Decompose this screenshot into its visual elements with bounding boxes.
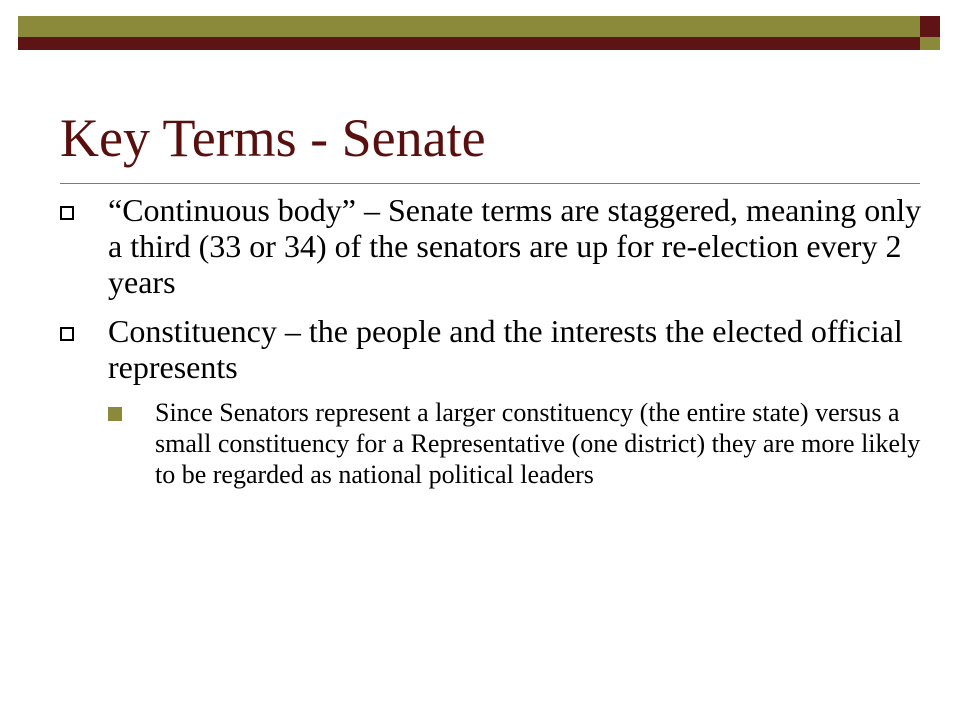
sub-bullet-item: [108, 397, 922, 490]
hollow-square-bullet-icon: [60, 327, 74, 341]
bullet-item-continuous-body: [60, 192, 922, 300]
title-underline: [60, 183, 920, 184]
slide-title: Key Terms - Senate: [60, 108, 486, 168]
corner-maroon-block: [920, 16, 940, 37]
hollow-square-bullet-icon: [60, 206, 74, 220]
bullet-list: [60, 192, 922, 503]
header-maroon-bar: [18, 37, 920, 50]
header-olive-bar: [18, 16, 920, 37]
sub-bullet-list: [108, 397, 922, 490]
sub-bullet-text: Since Senators represent a larger constituency (the entire state) versus a small constituency for a Representative (one district) they are more likely to be regarded as national political leaders: [155, 398, 921, 489]
bullet-item-constituency: [60, 313, 922, 490]
bullet-text: Constituency – the people and the interests the elected official represents: [108, 313, 903, 385]
bullet-text: “Continuous body” – Senate terms are staggered, meaning only a third (33 or 34) of the senators are up for re-election every 2 years: [108, 192, 922, 300]
corner-olive-block: [920, 37, 940, 50]
filled-square-bullet-icon: [108, 407, 122, 421]
